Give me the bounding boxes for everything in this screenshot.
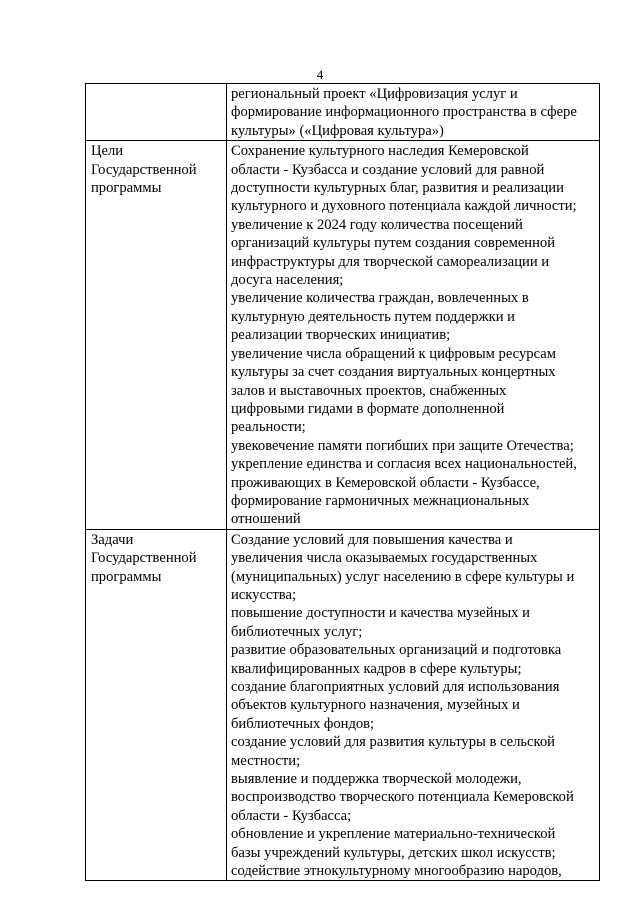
row-label-cell [86, 529, 227, 881]
goals-row [86, 141, 600, 530]
row-label-line: программы [91, 568, 162, 585]
content-line: создание условий для развития культуры в сельской [231, 734, 555, 751]
content-line: укрепление единства и согласия всех национальностей, [231, 456, 577, 473]
content-line: Создание условий для повышения качества и [231, 531, 513, 548]
row-label-line: Цели [91, 143, 124, 160]
content-line: базы учреждений культуры, детских школ искусств; [231, 844, 556, 861]
content-line: объектов культурного назначения, музейных и [231, 697, 520, 714]
page-number: 4 [316, 67, 324, 82]
content-line: отношений [231, 511, 301, 528]
content-line: местности; [231, 752, 301, 769]
content-line: выявление и поддержка творческой молодежи, [231, 771, 522, 788]
content-line: организаций культуры путем создания современной [231, 235, 556, 252]
content-line: цифровыми гидами в формате дополненной [231, 400, 505, 417]
row-label-cell [86, 84, 227, 141]
row-content-cell [227, 529, 600, 881]
content-line: досуга населения; [231, 272, 344, 289]
content-line: области - Кузбасса; [231, 807, 352, 824]
content-line: реализации творческих инициатив; [231, 327, 451, 344]
content-line: увеличение количества граждан, вовлеченных в [231, 290, 529, 307]
content-line: формирование гармоничных межнациональных [231, 492, 530, 509]
content-line: доступности культурных благ, развития и реализации [231, 180, 564, 197]
content-line: увеличение числа обращений к цифровым ресурсам [231, 345, 556, 362]
content-line: реальности; [231, 419, 306, 436]
content-line: увеличение к 2024 году количества посещений [231, 216, 523, 233]
content-line: обновление и укрепление материально-технической [231, 826, 556, 843]
content-line: квалифицированных кадров в сфере культуры; [231, 660, 522, 677]
row-label-line: Задачи [91, 531, 134, 548]
content-line: увековечение памяти погибших при защите Отечества; [231, 437, 574, 454]
content-line: (муниципальных) услуг населению в сфере культуры и [231, 568, 575, 585]
content-line: культурного и духовного потенциала каждой личности; [231, 198, 577, 215]
project-continuation-row [86, 84, 600, 141]
content-line: библиотечных услуг; [231, 623, 363, 640]
content-line: искусства; [231, 586, 297, 603]
content-line: культуры» («Цифровая культура») [231, 122, 444, 139]
content-line: культуры за счет создания виртуальных концертных [231, 364, 556, 381]
content-line: увеличения числа оказываемых государственных [231, 550, 538, 567]
content-line: проживающих в Кемеровской области - Кузбассе, [231, 474, 540, 491]
program-passport-table [85, 83, 600, 881]
content-line: культурную деятельность путем поддержки и [231, 308, 515, 325]
row-content-cell [227, 84, 600, 141]
content-line: содействие этнокультурному многообразию народов, [231, 863, 562, 880]
content-line: региональный проект «Цифровизация услуг и [231, 86, 518, 102]
row-content-cell [227, 141, 600, 530]
row-label-line: Государственной [91, 161, 197, 178]
content-line: развитие образовательных организаций и подготовка [231, 642, 562, 659]
row-label-cell [86, 141, 227, 530]
row-label-line: программы [91, 180, 162, 197]
row-label-line: Государственной [91, 550, 197, 567]
tasks-row [86, 529, 600, 881]
content-line: области - Кузбасса и создание условий для равной [231, 161, 545, 178]
content-line: Сохранение культурного наследия Кемеровской [231, 143, 529, 160]
content-line: воспроизводство творческого потенциала Кемеровской [231, 789, 574, 806]
content-line: создание благоприятных условий для использования [231, 679, 560, 695]
content-line: залов и выставочных проектов, снабженных [231, 382, 507, 399]
content-line: формирование информационного пространства в сфере [231, 104, 577, 121]
content-line: библиотечных фондов; [231, 715, 375, 732]
content-line: повышение доступности и качества музейных и [231, 605, 530, 622]
content-line: инфраструктуры для творческой самореализации и [231, 253, 550, 270]
